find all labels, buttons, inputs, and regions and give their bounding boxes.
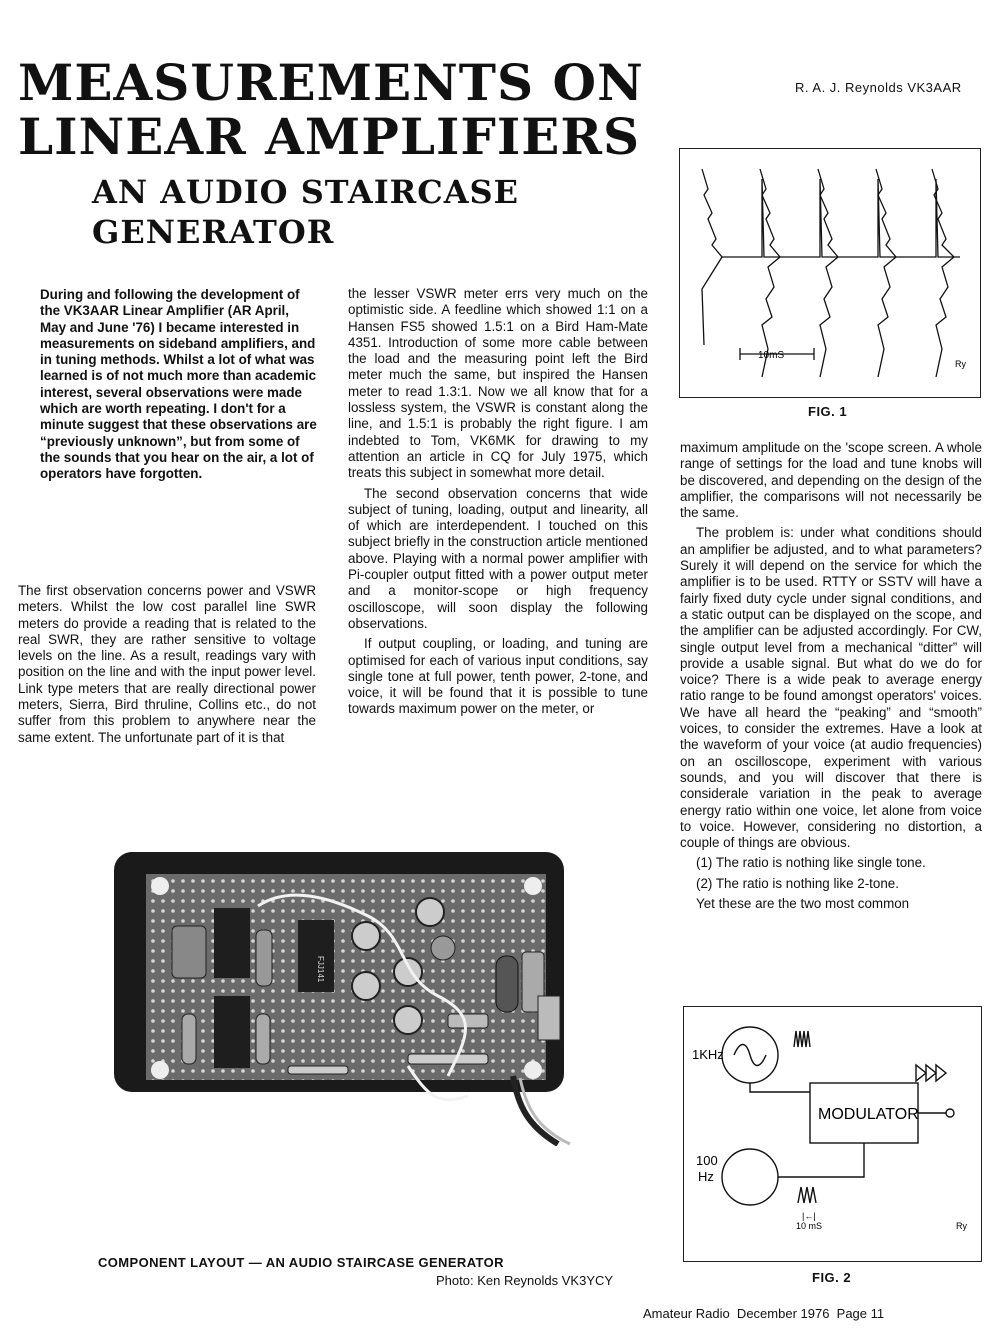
circuit-board-image	[108, 846, 578, 1146]
osc2-label: 100	[696, 1153, 718, 1168]
component-layout-photo	[108, 846, 578, 1146]
ic-chip	[214, 908, 250, 978]
staircase-output-icon	[916, 1065, 946, 1081]
modulator-diagram	[684, 1007, 981, 1261]
modulator-label: MODULATOR	[818, 1106, 919, 1123]
tone-burst-icon	[794, 1031, 810, 1047]
paragraph: Yet these are the two most common	[696, 896, 910, 912]
connection-line	[778, 1143, 864, 1177]
artist-initials: Ry	[956, 1221, 967, 1231]
paragraph: the lesser VSWR meter errs very much on the optimistic side. A feedline which showed 1:1 on a Hansen FS5 showed 1.5:1 on a Bird Ham-Mate 4351. Introduction of some more cable between the load and the measuring point left the Bird meter much the same, but inspired the Hansen meter to read 1.3:1. Now we all know that for a lossless system, the VSWR is constant along the line, and 1.5:1 is probably the right figure. I am indebted to Tom, VK6MK for drawing to my attention an article in CQ for July 1975, which treats this subject in somewhat more detail.	[348, 286, 648, 481]
artist-initials: Ry	[955, 359, 966, 369]
ic-chip	[214, 996, 250, 1068]
body-column-3	[680, 440, 982, 912]
osc2-label: Hz	[698, 1169, 714, 1184]
intro-paragraph	[40, 287, 318, 483]
ic-chip	[298, 920, 334, 992]
figure-1-staircase-waveform	[679, 148, 981, 398]
waveform-trace	[932, 169, 954, 377]
list-item: (1) The ratio is nothing like single tone.	[696, 855, 926, 871]
intro-text: During and following the development of the VK3AAR Linear Amplifier (AR April, May and June '76) I became interested in measurements on sideband amplifiers, and in tuning methods. Whilst a lot of what was learned is of not much more than academic interest, several observations were made which are worth repeating. I don't for a minute suggest that these observations are “previously unknown”, but from some of the sounds that you hear on the air, a lot of operators have forgotten.	[40, 287, 317, 482]
connection-line	[750, 1083, 810, 1092]
body-column-2	[348, 286, 648, 718]
article-subtitle-line1: AN AUDIO STAIRCASE	[92, 173, 520, 211]
paragraph: maximum amplitude on the 'scope screen. A whole range of settings for the load and tune knobs will be discovered, and depending on the design of the amplifier, the comparisons will not necessarily be the same.	[680, 440, 982, 521]
paragraph: The second observation concerns that wide subject of tuning, loading, output and linearity, all of which are interdependent. I touched on this subject briefly in the construction article mentioned above. Playing with a normal power amplifier with Pi-coupler output fitted with a power output meter and a monitor-scope or high frequency oscilloscope, will soon display the following observations.	[348, 485, 648, 631]
figure-1-caption: FIG. 1	[808, 404, 848, 419]
page-footer: Amateur Radio December 1976 Page 11	[643, 1306, 885, 1321]
period-label: 10 mS	[796, 1221, 823, 1231]
period-marker: |←|	[802, 1211, 816, 1221]
oscillator-100hz	[722, 1149, 778, 1205]
list-item: (2) The ratio is nothing like 2-tone.	[696, 875, 899, 891]
osc1-label: 1KHz	[692, 1047, 724, 1062]
figure-2-caption: FIG. 2	[812, 1270, 852, 1285]
photo-credit: Photo: Ken Reynolds VK3YCY	[436, 1273, 614, 1288]
sine-wave-icon	[734, 1045, 766, 1066]
figure-2-block-diagram	[683, 1006, 982, 1262]
author-byline: R. A. J. Reynolds VK3AAR	[795, 80, 962, 95]
body-column-1	[18, 583, 316, 746]
time-scale-label: 10mS	[758, 350, 785, 361]
paragraph: The first observation concerns power and VSWR meters. Whilst the low cost parallel line SWR meters do provide a reading that is related to the real SWR, they are rather sensitive to voltage levels on the line. As a result, readings vary with position on the line and with the input power level. Link type meters that are really directional power meters, Sierra, Bird thruline, Collins etc., do not suffer from this problem to anywhere near the same extent. The unfortunate part of it is that	[18, 583, 316, 745]
sawtooth-icon	[798, 1187, 816, 1203]
waveform-trace	[702, 169, 722, 345]
article-title-line1: MEASUREMENTS ON	[18, 53, 644, 112]
photo-caption: COMPONENT LAYOUT — AN AUDIO STAIRCASE GENERATOR	[98, 1255, 504, 1270]
article-title-line2: LINEAR AMPLIFIERS	[18, 107, 641, 166]
paragraph: The problem is: under what conditions should an amplifier be adjusted, and to what parameters? Surely it will depend on the service for which the amplifier is to be used. RTTY or SSTV will have a fairly fixed duty cycle under signal conditions, and a static output can be displayed on the scope, and the amplifier can be adjusted accordingly. For CW, single output level from a mechanical “ditter” will provide a usable signal. But what do we do for voice? There is a wide peak to average energy ratio range to be found amongst operators' voices. We have all heard the “peaking” and “smooth” voices, to consider the extremes. Have a look at the waveform of your voice (at audio frequencies) on an oscilloscope, experiment with various sounds, and you will discover that there is considerale variation in the peak to average energy ratio within one voice, let alone from voice to voice. However, considering no distortion, a couple of things are obvious.	[680, 525, 982, 851]
staircase-baseline	[722, 179, 960, 257]
article-subtitle-line2: GENERATOR	[92, 213, 335, 251]
output-terminal	[946, 1109, 954, 1117]
chip-label: FJJ141	[316, 956, 325, 983]
waveform-diagram	[680, 149, 980, 397]
capacitor	[172, 926, 206, 978]
paragraph: If output coupling, or loading, and tuning are optimised for each of various input conditions, say single tone at full power, tenth power, 2-tone, and voice, it will be found that it is possible to tune towards maximum power on the meter, or	[348, 636, 648, 717]
